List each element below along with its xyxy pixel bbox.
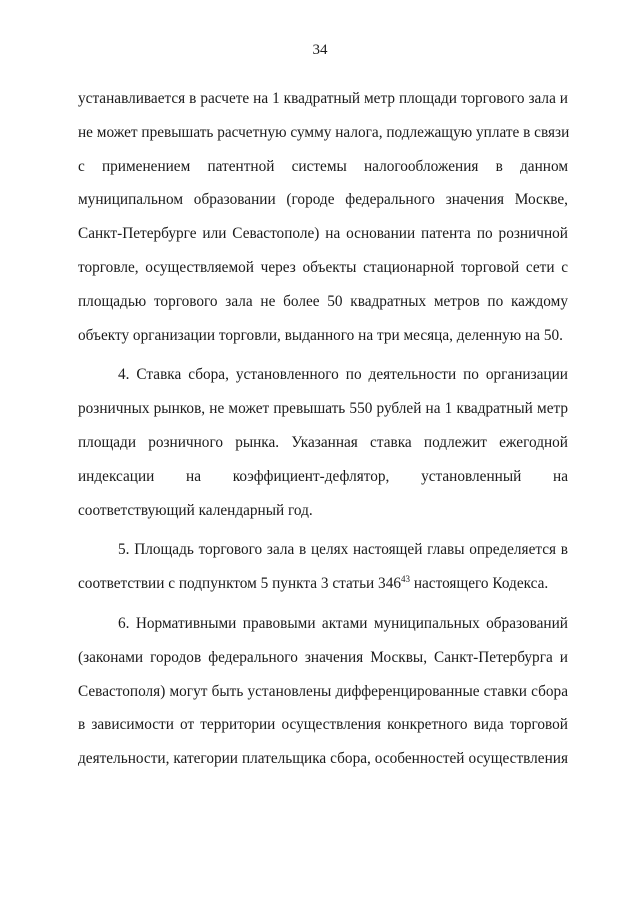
text-line: устанавливается в расчете на 1 квадратный метр площади торгового зала и	[78, 90, 568, 107]
text-line: 5. Площадь торгового зала в целях настоящей главы определяется в	[118, 541, 568, 559]
document-body	[78, 82, 568, 782]
text-line: (законами городов федерального значения Москвы, Санкт-Петербурга и	[78, 648, 568, 666]
text-line: площади розничного рынка. Указанная ставка подлежит ежегодной	[78, 433, 568, 451]
superscript: 43	[401, 574, 410, 585]
paragraph-continued	[78, 82, 568, 352]
text-line: Севастополя) могут быть установлены дифференцированные ставки сбора	[78, 682, 568, 700]
text-line: торговле, осуществляемой через объекты стационарной торговой сети с	[78, 258, 568, 276]
text-segment: соответствии с подпунктом 5 пункта 3 статьи 346	[78, 575, 401, 593]
text-line: в зависимости от территории осуществления конкретного вида торговой	[78, 716, 568, 734]
page-number: 34	[312, 42, 328, 58]
text-line: с применением патентной системы налогообложения в данном	[78, 157, 568, 175]
text-line: не может превышать расчетную сумму налога, подлежащую уплате в связи	[78, 123, 570, 141]
paragraph-item-6	[78, 607, 568, 776]
text-line: соответствующий календарный год.	[78, 501, 313, 519]
text-line-with-superscript	[78, 567, 568, 601]
text-line: площадью торгового зала не более 50 квадратных метров по каждому	[78, 292, 568, 310]
text-line: 4. Ставка сбора, установленного по деятельности по организации	[118, 366, 568, 384]
text-line: индексации на коэффициент-дефлятор, установленный на	[78, 467, 568, 485]
paragraph-item-5	[78, 533, 568, 601]
text-line: муниципальном образовании (городе федерального значения Москве,	[78, 191, 568, 209]
text-line: Санкт-Петербурге или Севастополе) на основании патента по розничной	[78, 225, 568, 243]
text-segment: настоящего Кодекса.	[410, 575, 549, 593]
paragraph-item-4	[78, 358, 568, 527]
text-line: розничных рынков, не может превышать 550 рублей на 1 квадратный метр	[78, 400, 568, 418]
text-line: 6. Нормативными правовыми актами муниципальных образований	[118, 614, 568, 632]
text-line: деятельности, категории плательщика сбора, особенностей осуществления	[78, 750, 568, 768]
text-line: объекту организации торговли, выданного на три месяца, деленную на 50.	[78, 326, 563, 344]
